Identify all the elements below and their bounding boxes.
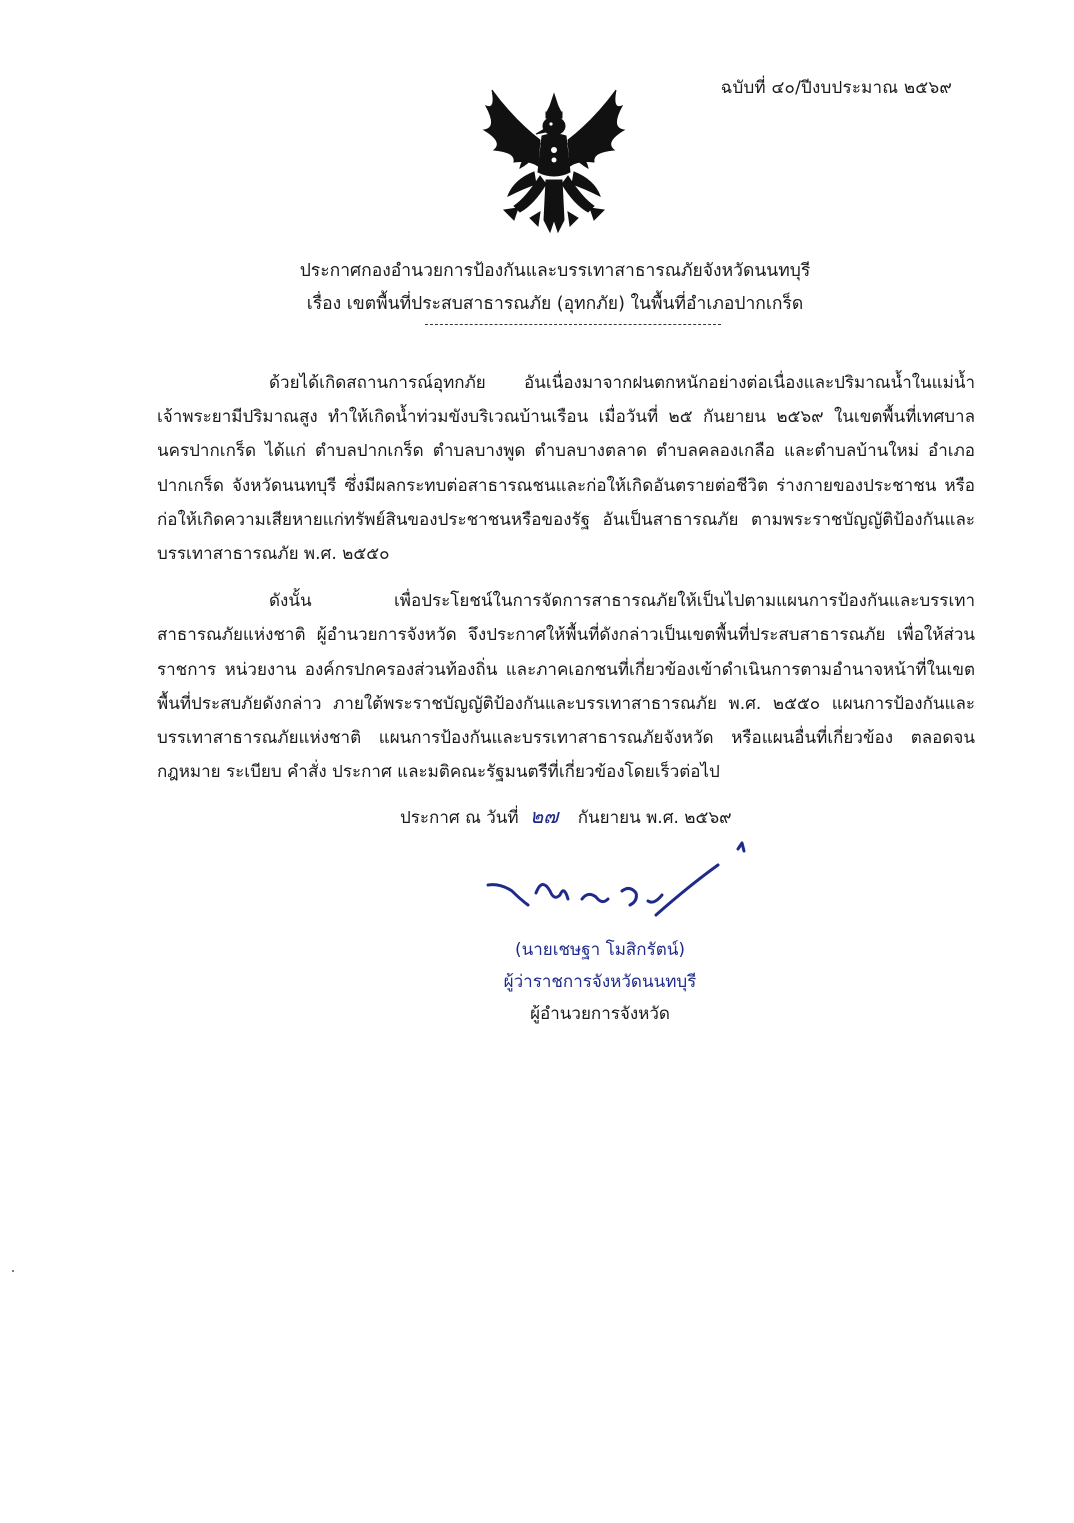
announcement-title — [0, 255, 1074, 321]
title-divider — [425, 324, 721, 325]
signer-block — [450, 934, 750, 1030]
date-day-handwritten: ๒๗ — [530, 804, 559, 828]
garuda-emblem-icon — [474, 80, 634, 240]
title-line-subject: เรื่อง เขตพื้นที่ประสบสาธารณภัย (อุทกภัย) ในพื้นที่อำเภอปากเกร็ด — [306, 294, 804, 314]
body-paragraph-2: ดังนั้น เพื่อประโยชน์ในการจัดการสาธารณภัยให้เป็นไปตามแผนการป้องกันและบรรเทาสาธารณภัยแห่งชาติ ผู้อำนวยการจังหวัด จึงประกาศให้พื้นที่ดังกล่าวเป็นเขตพื้นที่ประสบสาธารณภัย เพื่อให้ส่วนราชการ หน่วยงาน องค์กรปกครองส่วนท้องถิ่น และภาคเอกชนที่เกี่ยวข้องเข้าดำเนินการตามอำนาจหน้าที่ในเขตพื้นที่ประสบภัยดังกล่าว ภายใต้พระราชบัญญัติป้องกันและบรรเทาสาธารณภัย พ.ศ. ๒๕๕๐ แผนการป้องกันและบรรเทาสาธารณภัยแห่งชาติ แผนการป้องกันและบรรเทาสาธารณภัยจังหวัด หรือแผนอื่นที่เกี่ยวข้อง ตลอดจนกฎหมาย ระเบียบ คำสั่ง ประกาศ และมติคณะรัฐมนตรีที่เกี่ยวข้องโดยเร็วต่อไป — [157, 591, 975, 783]
scan-speck — [12, 1270, 14, 1272]
signer-name: (นายเชษฐา โมสิกรัตน์) — [514, 940, 686, 960]
announcement-date — [400, 800, 732, 832]
signer-role: ผู้อำนวยการจังหวัด — [530, 1004, 670, 1024]
announcement-body — [157, 366, 975, 802]
date-prefix: ประกาศ ณ วันที่ — [400, 808, 519, 828]
document-number: ฉบับที่ ๔๐/ปีงบประมาณ ๒๕๖๙ — [720, 78, 952, 98]
date-suffix: กันยายน พ.ศ. ๒๕๖๙ — [577, 808, 732, 828]
title-line-issuer: ประกาศกองอำนวยการป้องกันและบรรเทาสาธารณภัยจังหวัดนนทบุรี — [299, 261, 811, 281]
handwritten-signature — [480, 835, 760, 935]
signer-position: ผู้ว่าราชการจังหวัดนนทบุรี — [503, 972, 697, 992]
body-paragraph-1: ด้วยได้เกิดสถานการณ์อุทกภัย อันเนื่องมาจากฝนตกหนักอย่างต่อเนื่องและปริมาณน้ำในแม่น้ำเจ้าพระยามีปริมาณสูง ทำให้เกิดน้ำท่วมขังบริเวณบ้านเรือน เมื่อวันที่ ๒๕ กันยายน ๒๕๖๙ ในเขตพื้นที่เทศบาลนครปากเกร็ด ได้แก่ ตำบลปากเกร็ด ตำบลบางพูด ตำบลบางตลาด ตำบลคลองเกลือ และตำบลบ้านใหม่ อำเภอปากเกร็ด จังหวัดนนทบุรี ซึ่งมีผลกระทบต่อสาธารณชนและก่อให้เกิดอันตรายต่อชีวิต ร่างกายของประชาชน หรือก่อให้เกิดความเสียหายแก่ทรัพย์สินของประชาชนหรือของรัฐ อันเป็นสาธารณภัย ตามพระราชบัญญัติป้องกันและบรรเทาสาธารณภัย พ.ศ. ๒๕๕๐ — [157, 373, 975, 565]
